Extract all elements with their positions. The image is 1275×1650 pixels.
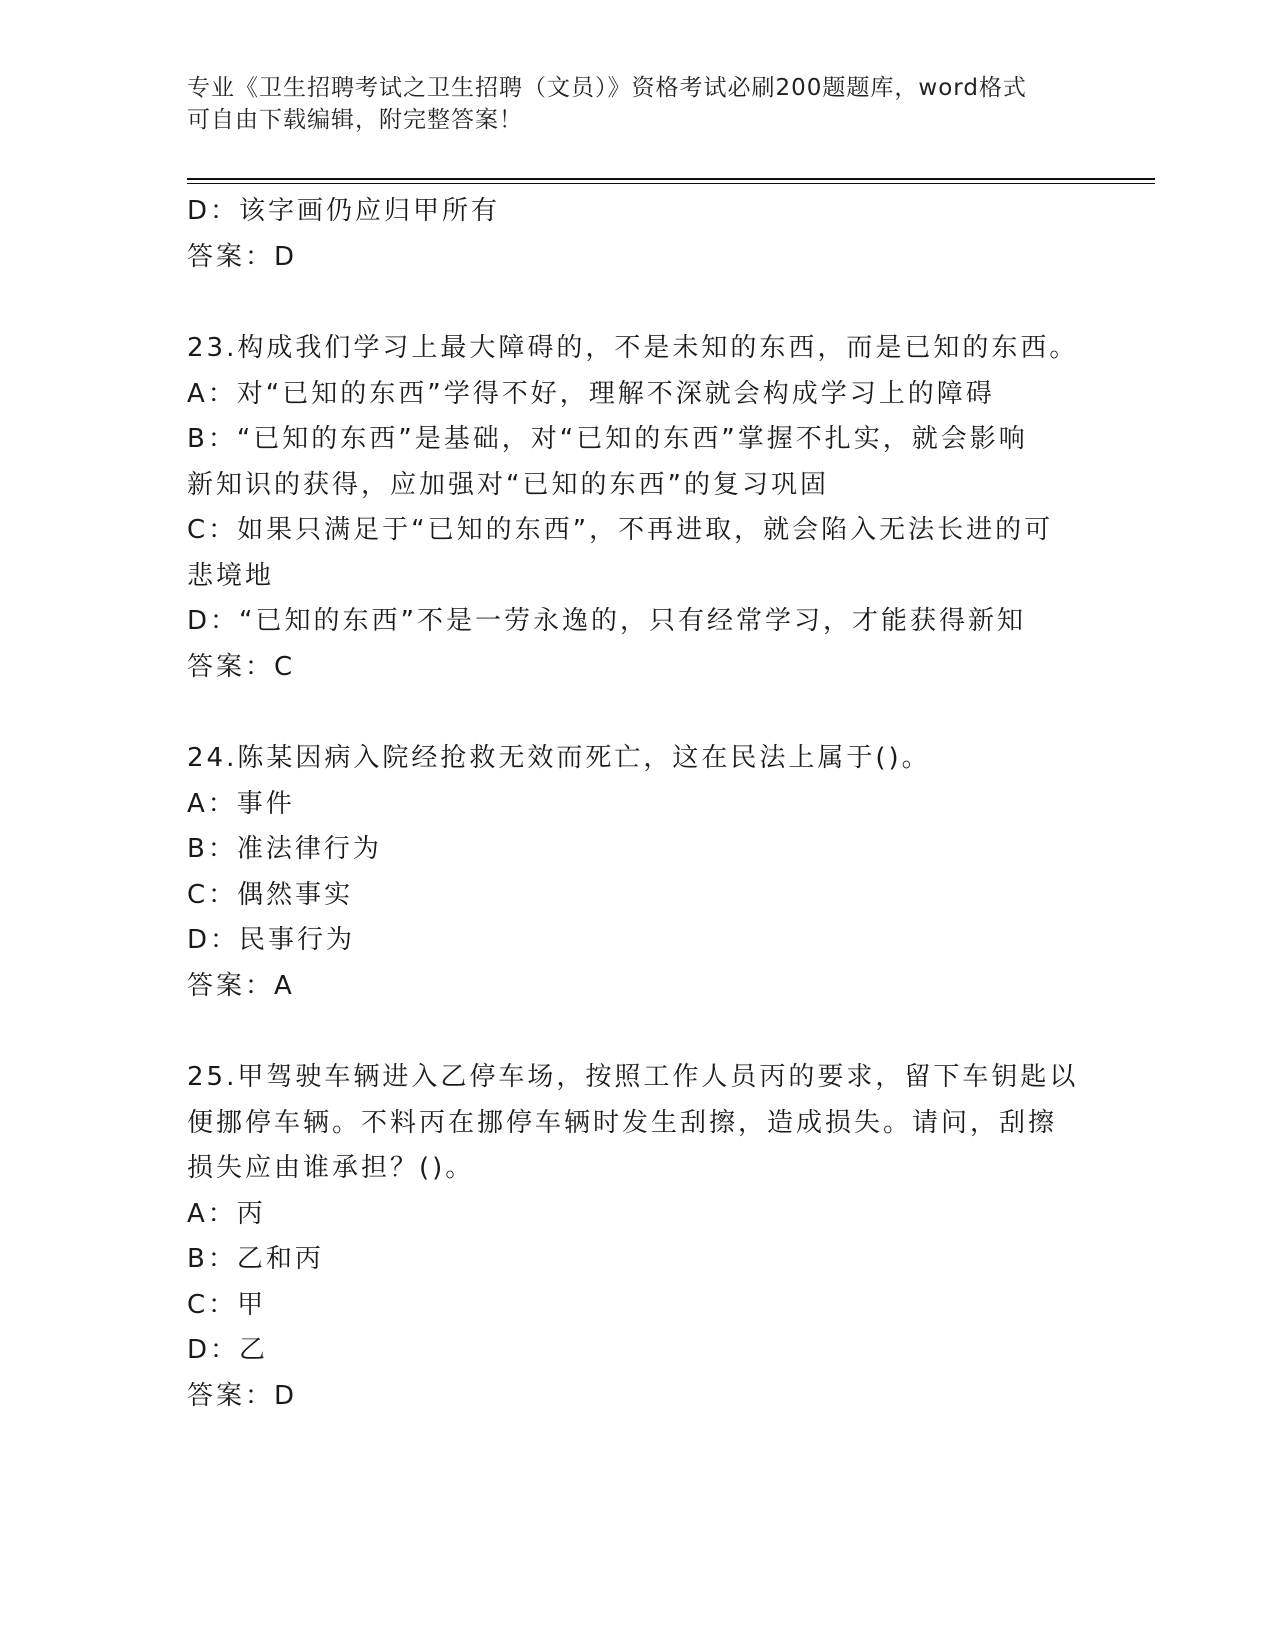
option-d: D：民事行为 <box>187 925 356 955</box>
option-a: A：丙 <box>187 1198 266 1229</box>
option-b-continued: 新知识的获得，应加强对“已知的东西”的复习巩固 <box>187 469 829 500</box>
option-a: A：事件 <box>187 788 295 819</box>
question-stem-continued: 损失应由谁承担？()。 <box>187 1153 475 1183</box>
option-c: C：如果只满足于“已知的东西”，不再进取，就会陷入无法长进的可 <box>187 515 1054 545</box>
header-divider-thin <box>187 183 1155 184</box>
previous-question-option-d: D：该字画仍应归甲所有 <box>187 196 501 226</box>
document-header <box>187 72 1067 136</box>
previous-question-answer: 答案：D <box>187 241 298 272</box>
spacer <box>187 280 1087 326</box>
answer: 答案：C <box>187 651 296 682</box>
option-b: B：“已知的东西”是基础，对“已知的东西”掌握不扎实，就会影响 <box>187 424 1028 454</box>
option-b: B：准法律行为 <box>187 834 382 864</box>
option-c: C：甲 <box>187 1289 267 1320</box>
question-stem: 24.陈某因病入院经抢救无效而死亡，这在民法上属于()。 <box>187 743 931 773</box>
question-stem: 23.构成我们学习上最大障碍的，不是未知的东西，而是已知的东西。 <box>187 333 1079 363</box>
question-24 <box>187 736 1087 1009</box>
question-25 <box>187 1055 1087 1419</box>
answer: 答案：D <box>187 1380 298 1411</box>
header-divider-thick <box>187 178 1155 180</box>
question-stem-continued: 便挪停车辆。不料丙在挪停车辆时发生刮擦，造成损失。请问，刮擦 <box>187 1107 1058 1138</box>
option-c: C：偶然事实 <box>187 879 354 910</box>
option-c-continued: 悲境地 <box>187 560 275 591</box>
answer: 答案：A <box>187 970 295 1001</box>
option-b: B：乙和丙 <box>187 1244 324 1274</box>
question-stem: 25.甲驾驶车辆进入乙停车场，按照工作人员丙的要求，留下车钥匙以 <box>187 1062 1079 1092</box>
question-23 <box>187 326 1087 690</box>
header-line-1: 专业《卫生招聘考试之卫生招聘（文员）》资格考试必刷200题题库，word格式 <box>187 75 1027 101</box>
spacer <box>187 1009 1087 1055</box>
header-line-2: 可自由下载编辑，附完整答案！ <box>187 107 523 133</box>
option-a: A：对“已知的东西”学得不好，理解不深就会构成学习上的障碍 <box>187 378 995 409</box>
option-d: D：“已知的东西”不是一劳永逸的，只有经常学习，才能获得新知 <box>187 606 1026 636</box>
spacer <box>187 690 1087 736</box>
document-body <box>187 189 1087 1419</box>
option-d: D：乙 <box>187 1335 269 1365</box>
